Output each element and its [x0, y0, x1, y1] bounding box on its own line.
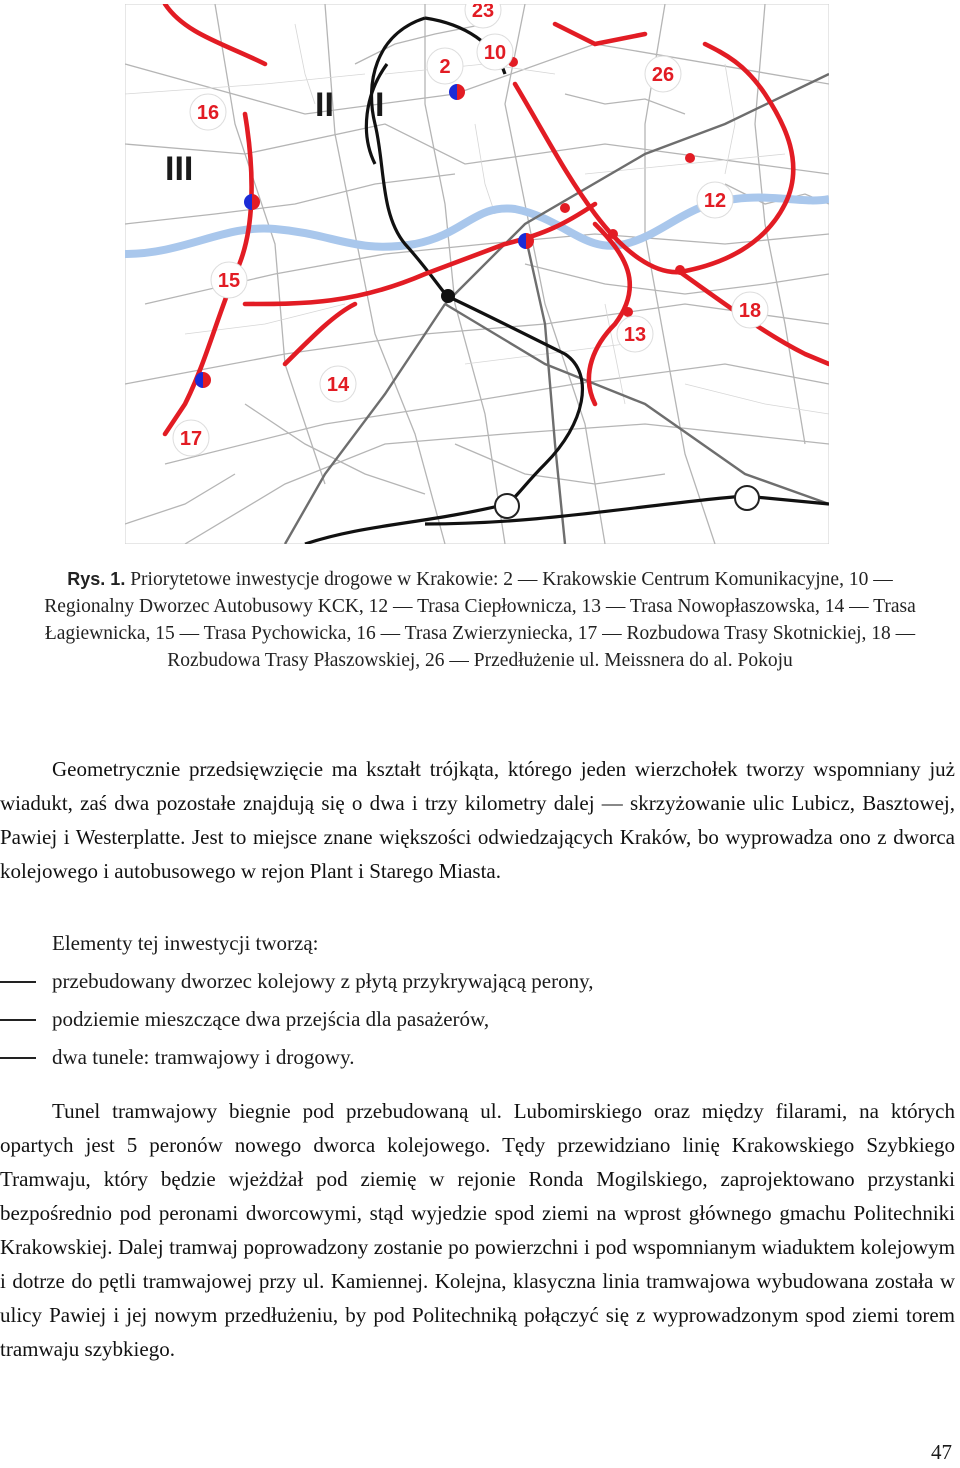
caption-label: Rys. 1. — [67, 569, 126, 589]
elements-list — [0, 964, 955, 1078]
krakow-road-map — [125, 4, 829, 544]
paragraph-1-text: Geometrycznie przedsięwzięcie ma kształt trójkąta, którego jeden wierzchołek tworzy wspomniany już wiadukt, zaś dwa pozostałe znajdują się o dwa i trzy kilometry dalej — skrzyżowanie ulic Lubicz, Basztowej, Pawiej i Westerplatte. Jest to miejsce znane większości odwiedzających Kraków, bo wyprowadza ono z dworca kolejowego i autobusowego w rejon Plant i Starego Miasta. — [0, 757, 955, 883]
badge-10: 10 — [483, 42, 507, 64]
figure-caption — [40, 566, 920, 674]
badge-2: 2 — [439, 56, 451, 78]
badge-26: 26 — [651, 64, 675, 86]
list-item-text: dwa tunele: tramwajowy i drogowy. — [52, 1045, 355, 1069]
badge-17: 17 — [179, 428, 203, 450]
list-item — [0, 1002, 955, 1040]
zone-label-1: I — [375, 86, 385, 124]
list-item-text: podziemie mieszczące dwa przejścia dla pasażerów, — [52, 1007, 490, 1031]
list-item — [0, 1040, 955, 1078]
badge-12: 12 — [703, 190, 727, 212]
badge-14: 14 — [326, 374, 350, 396]
badge-15: 15 — [217, 270, 241, 292]
badge-23: 23 — [471, 4, 495, 22]
list-intro: Elementy tej inwestycji tworzą: — [52, 931, 319, 955]
zone-label-2: II — [315, 86, 334, 124]
dash-bullet — [0, 1019, 36, 1021]
list-item — [0, 964, 955, 1002]
white-node-right — [735, 486, 759, 510]
badge-16: 16 — [196, 102, 220, 124]
white-node-left — [495, 494, 519, 518]
list-item-text: przebudowany dworzec kolejowy z płytą przykrywającą perony, — [52, 969, 594, 993]
zone-label-3: III — [165, 150, 194, 188]
paragraph-2-text: Tunel tramwajowy biegnie pod przebudowaną ul. Lubomirskiego oraz między filarami, na których opartych jest 5 peronów nowego dworca kolejowego. Tędy przewidziano linię Krakowskiego Szybkiego Tramwaju, który będzie wjeżdżał pod ziemię w rejonie Ronda Mogilskiego, zaprojektowano przystanki bezpośrednio pod peronami dworcowymi, stąd wyjedzie spod ziemi na wprost głównego gmachu Politechniki Krakowskiej. Dalej tramwaj poprowadzony zostanie po powierzchni i pod wspomnianym wiaduktem kolejowym i dotrze do pętli tramwajowej przy ul. Kamiennej. Kolejna, klasyczna linia tramwajowa wybudowana została w ulicy Pawiej i jej nowym przedłużeniu, by pod Politechniką połączyć się z wyprowadzonym spod ziemi torem tramwaju szybkiego. — [0, 1099, 955, 1361]
paragraph-2 — [0, 1094, 955, 1366]
badge-13: 13 — [623, 324, 647, 346]
page-number: 47 — [931, 1440, 952, 1464]
black-node — [441, 289, 455, 303]
badge-18: 18 — [738, 300, 762, 322]
map-canvas — [125, 4, 829, 544]
dash-bullet — [0, 981, 36, 983]
caption-text: Priorytetowe inwestycje drogowe w Krakowie: 2 — Krakowskie Centrum Komunikacyjne, 10 — Regionalny Dworzec Autobusowy KCK, 12 — Trasa Ciepłownicza, 13 — Trasa Nowopłaszowska, 14 — Trasa Łagiewnicka, 15 — Trasa Pychowicka, 16 — Trasa Zwierzyniecka, 17 — Rozbudowa Trasy Skotnickiej, 18 — Rozbudowa Trasy Płaszowskiej, 26 — Przedłużenie ul. Meissnera do al. Pokoju — [44, 569, 916, 671]
paragraph-1 — [0, 752, 955, 888]
dash-bullet — [0, 1057, 36, 1059]
